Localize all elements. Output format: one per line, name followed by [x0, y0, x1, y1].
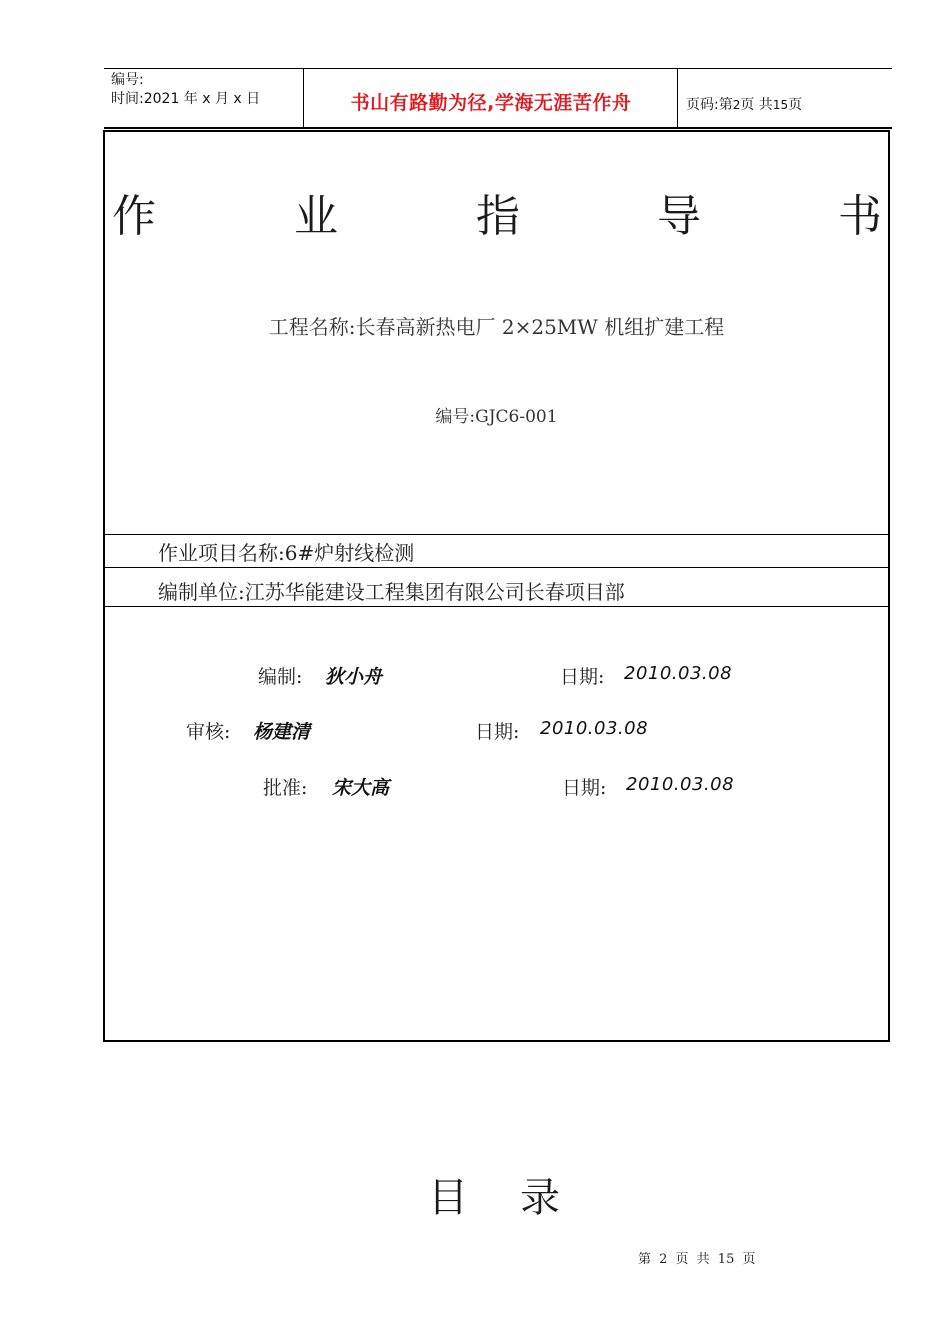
header-motto: 书山有路勤为径,学海无涯苦作舟 — [350, 92, 632, 114]
doc-title-char-3: 指 — [476, 191, 520, 242]
header-time-label: 时间:2021 年 x 月 x 日 — [111, 91, 261, 107]
form-divider-2 — [105, 567, 888, 568]
footer-page-number: 第 2 页 共 15 页 — [638, 1252, 756, 1267]
header-page-middle: 页 共 — [740, 97, 773, 113]
header-meta — [111, 71, 260, 109]
header-bottom-rule — [104, 127, 892, 129]
doc-title-char-5: 书 — [838, 191, 882, 242]
header-divider-left — [303, 68, 304, 128]
form-divider-3 — [105, 606, 888, 607]
approved-date-label: 日期: — [562, 777, 607, 799]
header-page-suffix: 页 — [788, 97, 803, 113]
reviewed-date: 2010.03.08 — [540, 718, 649, 739]
compiling-unit: 编制单位:江苏华能建设工程集团有限公司长春项目部 — [158, 580, 625, 604]
approved-label: 批准: — [263, 777, 308, 799]
toc-title: 目录 — [428, 1175, 612, 1221]
header-number-label: 编号: — [111, 72, 144, 88]
compiled-date-label: 日期: — [560, 666, 605, 688]
approved-date: 2010.03.08 — [626, 774, 735, 795]
reviewed-name: 杨建清 — [253, 721, 311, 743]
doc-title-char-4: 导 — [657, 191, 701, 242]
reviewed-date-label: 日期: — [475, 721, 520, 743]
compiled-name: 狄小舟 — [325, 666, 383, 688]
work-item-name: 作业项目名称:6#炉射线检测 — [158, 541, 415, 565]
doc-title-char-1: 作 — [112, 191, 156, 242]
project-name: 工程名称:长春高新热电厂 2×25MW 机组扩建工程 — [268, 315, 725, 339]
approved-name: 宋大高 — [332, 777, 390, 799]
form-divider-1 — [105, 534, 888, 535]
reviewed-label: 审核: — [186, 721, 231, 743]
header-page-indicator — [686, 94, 802, 114]
header-page-prefix: 页码:第 — [686, 97, 733, 113]
document-number: 编号:GJC6-001 — [435, 407, 558, 427]
compiled-date: 2010.03.08 — [624, 663, 733, 684]
doc-title-char-2: 业 — [294, 191, 338, 242]
header-page-total: 15 — [772, 98, 789, 112]
header-page-current: 2 — [732, 98, 741, 112]
header-top-rule — [104, 68, 892, 69]
compiled-label: 编制: — [258, 666, 303, 688]
header-divider-right — [677, 68, 678, 128]
